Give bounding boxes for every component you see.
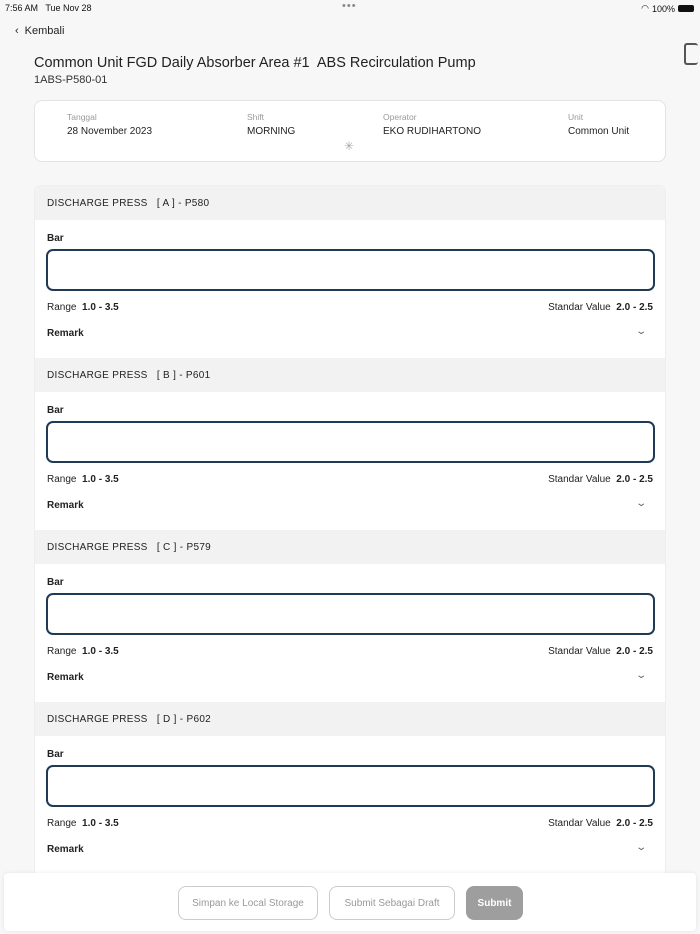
section-title: DISCHARGE PRESS [ C ] - P579 (35, 530, 665, 564)
section-c (35, 530, 665, 702)
standard-value-text: Standar Value 2.0 - 2.5 (548, 646, 653, 657)
standard-value-text: Standar Value 2.0 - 2.5 (548, 818, 653, 829)
unit-value: Common Unit (568, 126, 630, 137)
standard-value-text: Standar Value 2.0 - 2.5 (548, 302, 653, 313)
section-title: DISCHARGE PRESS [ D ] - P602 (35, 702, 665, 736)
device-settings-icon[interactable] (684, 43, 698, 65)
shift-value: MORNING (247, 126, 296, 137)
unit-label: Unit (568, 112, 584, 122)
multitask-dots[interactable]: ••• (342, 0, 357, 12)
submit-button[interactable]: Submit (466, 886, 523, 920)
form-sections (34, 185, 666, 885)
section-a (35, 186, 665, 358)
chevron-down-icon[interactable]: ⌄ (634, 498, 647, 509)
value-input[interactable] (46, 765, 655, 807)
unit-label: Bar (47, 233, 64, 244)
back-button[interactable] (15, 25, 64, 37)
range-text: Range 1.0 - 3.5 (47, 818, 119, 829)
chevron-down-icon[interactable]: ⌄ (634, 670, 647, 681)
loading-spinner-icon: ✳ (344, 139, 355, 153)
range-text: Range 1.0 - 3.5 (47, 474, 119, 485)
remark-toggle[interactable]: Remark (47, 672, 84, 683)
standard-value-text: Standar Value 2.0 - 2.5 (548, 474, 653, 485)
footer-bar (4, 873, 696, 931)
section-d (35, 702, 665, 874)
section-title: DISCHARGE PRESS [ B ] - P601 (35, 358, 665, 392)
remark-toggle[interactable]: Remark (47, 844, 84, 855)
unit-label: Bar (47, 577, 64, 588)
section-title: DISCHARGE PRESS [ A ] - P580 (35, 186, 665, 220)
range-text: Range 1.0 - 3.5 (47, 646, 119, 657)
page-title: Common Unit FGD Daily Absorber Area #1 ABS Recirculation Pump (34, 55, 476, 71)
remark-toggle[interactable]: Remark (47, 328, 84, 339)
chevron-down-icon[interactable]: ⌄ (634, 842, 647, 853)
wifi-icon: ◠ (641, 3, 649, 13)
status-bar (0, 0, 700, 14)
remark-toggle[interactable]: Remark (47, 500, 84, 511)
battery-icon (678, 5, 694, 12)
back-label: Kembali (24, 25, 65, 37)
section-b (35, 358, 665, 530)
value-input[interactable] (46, 593, 655, 635)
submit-draft-button[interactable]: Submit Sebagai Draft (329, 886, 455, 920)
chevron-left-icon: ‹ (15, 25, 19, 37)
battery-indicator: ◠ 100% (641, 3, 694, 14)
shift-label: Shift (247, 112, 265, 122)
status-time: 7:56 AM Tue Nov 28 (5, 3, 92, 13)
save-local-button[interactable]: Simpan ke Local Storage (178, 886, 318, 920)
operator-value: EKO RUDIHARTONO (383, 126, 481, 137)
value-input[interactable] (46, 421, 655, 463)
equipment-code: 1ABS-P580-01 (34, 74, 108, 86)
value-input[interactable] (46, 249, 655, 291)
info-card (34, 100, 666, 162)
unit-label: Bar (47, 405, 64, 416)
operator-label: Operator (383, 112, 417, 122)
tanggal-label: Tanggal (67, 112, 97, 122)
chevron-down-icon[interactable]: ⌄ (634, 326, 647, 337)
unit-label: Bar (47, 749, 64, 760)
tanggal-value: 28 November 2023 (67, 126, 153, 137)
range-text: Range 1.0 - 3.5 (47, 302, 119, 313)
